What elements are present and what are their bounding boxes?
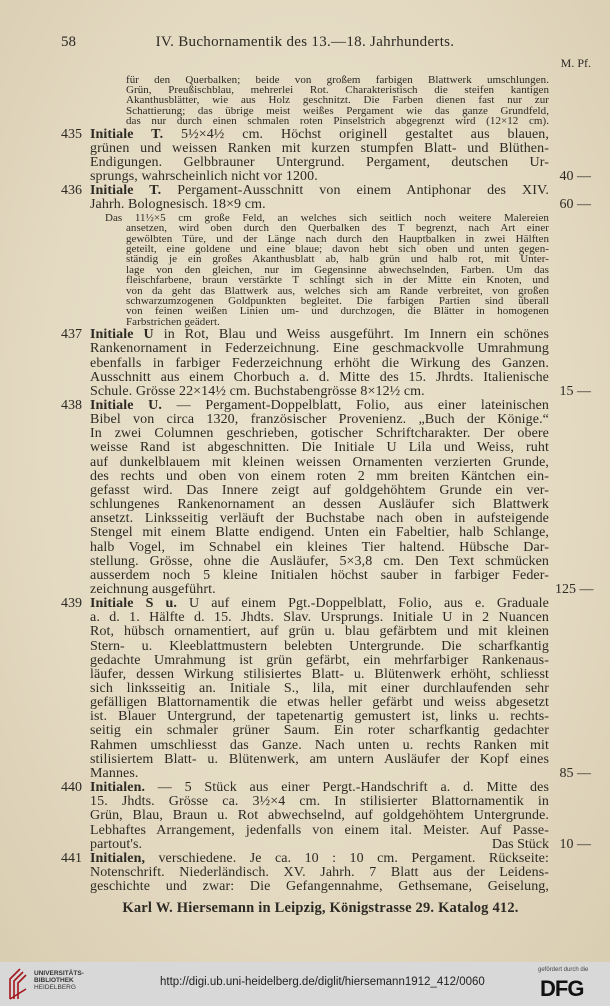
entry-line bbox=[90, 399, 549, 413]
line-text: Notenschrift. Niederländisch. XV. Jahrh. 7 Blatt aus der Leidens- bbox=[90, 864, 549, 880]
line-text: Rot, hübsch ornamentiert, auf grün u. blau gefärbtem und mit kleinen bbox=[90, 624, 549, 640]
line-text: Akanthusblätter, wie aus Holz geschnitzt. Die Farben dienen fast nur zur bbox=[126, 94, 549, 107]
line-text: halb Vogel, im Schnabel ein kleines Tier haltend. Hübsche Dar- bbox=[90, 539, 549, 555]
line-text: — Pergament-Doppelblatt, Folio, aus einer lateinischen bbox=[162, 398, 549, 413]
entry-title: Initialen, bbox=[90, 850, 146, 866]
logo-text-line: HEIDELBERG bbox=[34, 984, 76, 991]
entry-price: 15 — bbox=[559, 383, 591, 399]
entry-number: 437 bbox=[61, 327, 82, 343]
line-text: das nur durch einen schmalen roten Pinselstrich abgegrenzt wird (12×12 cm). bbox=[126, 114, 549, 127]
entry-line bbox=[90, 198, 549, 212]
line-text: Endigungen. Gelbbrauner Untergrund. Pergament, deutschen Ur- bbox=[90, 154, 549, 170]
line-text: Rankenornament in Federzeichnung. Eine geschmackvolle Umrahmung bbox=[90, 341, 549, 357]
entry-line bbox=[90, 654, 549, 668]
entry-line bbox=[90, 625, 549, 639]
university-library-logo-icon bbox=[6, 967, 32, 1001]
line-text: Schattierung; das übrige meist weißes Pergament wie das ganze Grundfeld, bbox=[126, 104, 549, 117]
entry-line bbox=[90, 427, 549, 441]
entry-line bbox=[90, 413, 549, 427]
entry-line bbox=[90, 512, 549, 526]
entry-line bbox=[90, 838, 549, 852]
line-text: schwarzumzogenen Goldpunkten begleitet. Die farbigen Partien sind überall bbox=[126, 294, 549, 307]
entry-price: 10 — bbox=[559, 836, 591, 852]
line-text: ist. Blauer Untergrund, der tapetenartig gemustert ist, links u. rechts- bbox=[90, 709, 549, 725]
entry-line bbox=[90, 184, 549, 198]
entry-line bbox=[90, 484, 549, 498]
line-text: geteilt, eine goldene und eine blaue; davon hebt sich oben und unten gegen- bbox=[126, 243, 549, 256]
entry-line bbox=[90, 767, 549, 781]
line-text: stellung. Grösse, ohne die Ausläufer, 5×3,8 cm. Den Text schmücken bbox=[90, 553, 549, 569]
line-text: ausserdem noch 5 kleine Initialen höchst sauber in farbiger Feder- bbox=[90, 567, 549, 583]
entry-line bbox=[90, 795, 549, 809]
line-text: Stern- u. Kleeblattmustern belebten Untergrunde. Die scharfkantig bbox=[90, 638, 549, 654]
line-text: a. d. 1. Hälfte d. 15. Jhdts. Slav. Ursprungs. Initiale U in 2 Nuancen bbox=[90, 610, 549, 626]
line-text: von da geht das Blattwerk aus, welches sich am Rande verbreitet, von großen bbox=[126, 284, 549, 297]
entry-line bbox=[90, 371, 549, 385]
entry-line bbox=[90, 385, 549, 399]
line-text: Rahmen umschliesst das Ganze. Nach unten u. rechts Ranken mit bbox=[90, 737, 549, 753]
entry-line bbox=[90, 456, 549, 470]
logo-text-line: UNIVERSITÄTS- bbox=[34, 970, 84, 977]
line-text: ständig je ein großes Akanthusblatt ab, halb grün und halb rot, mit Unter- bbox=[126, 253, 549, 266]
line-text: ebenfalls in farbiger Federzeichnung erhöht die Wirkung des Ganzen. bbox=[90, 355, 549, 371]
note-line bbox=[126, 317, 549, 328]
entry-price: 40 — bbox=[559, 169, 591, 185]
line-text: Lebhaftes Arrangement, jedenfalls von einem ital. Meister. Auf Passe- bbox=[90, 822, 549, 838]
entry-line bbox=[90, 541, 549, 555]
line-text: gefälligen Blattornamentik die etwas heller gefärbt und weiss abgesetzt bbox=[90, 695, 549, 711]
publisher-footer: Karl W. Hiersemann in Leipzig, Königstrasse 29. Katalog 412. bbox=[122, 900, 519, 916]
price-unit: Das Stück bbox=[491, 836, 549, 852]
entry-line bbox=[90, 128, 549, 142]
viewer-footer-bar bbox=[0, 962, 610, 1006]
line-text: für den Querbalken; beide von großem farbigen Blattwerk umschlungen. bbox=[126, 73, 549, 86]
entry-number: 440 bbox=[61, 780, 82, 796]
entry-price: 125 — bbox=[555, 581, 594, 597]
line-text: Farbstrichen geädert. bbox=[126, 315, 220, 328]
line-text: des rechts und oben von einem roten 2 mm breiten Käntchen ein- bbox=[90, 468, 549, 484]
line-text: von feinen weißen Linien um- und durchzogen, die Blätter in homogenen bbox=[126, 305, 549, 318]
entry-number: 439 bbox=[61, 596, 82, 612]
line-text: grünen und weissen Ranken mit kurzen stumpfen Blatt- und Blüthen- bbox=[90, 140, 549, 156]
entry-price: 85 — bbox=[559, 765, 591, 781]
entry-line bbox=[90, 357, 549, 371]
line-text: In zwei Columnen geschrieben, gotischer Schriftcharakter. Der obere bbox=[90, 426, 549, 442]
entry-title: Initiale U. bbox=[90, 398, 162, 413]
line-text: partout's. bbox=[90, 836, 143, 852]
line-text: gewölbten Türe, und der Länge nach durch den Hauptbalken in zwei Hälften bbox=[126, 232, 549, 245]
entry-title: Initiale T. bbox=[90, 126, 164, 142]
entry-title: Initiale U bbox=[90, 327, 154, 343]
entry-line bbox=[90, 498, 549, 512]
entry-number: 435 bbox=[61, 126, 82, 142]
entry-line bbox=[90, 328, 549, 342]
entry-line bbox=[90, 583, 549, 597]
line-text: schlungenes Rankenornament an dessen Ausläufer sich Blattwerk bbox=[90, 497, 549, 513]
running-title: IV. Buchornamentik des 13.—18. Jahrhunderts. bbox=[155, 34, 455, 50]
entry-line bbox=[90, 555, 549, 569]
entry-line bbox=[90, 441, 549, 455]
entry-title: Initiale S u. bbox=[90, 596, 177, 612]
line-text: läufer, dessen Wirkung stilisiertes Blatt- u. Blütenwerk erhöht, schliesst bbox=[90, 666, 549, 682]
line-text: ansetzen, wird oben durch den Querbalken des T begrenzt, nach Art einer bbox=[126, 222, 549, 235]
line-text: sich linksseitig an. Initiale S., lila, mit einer durchlaufenden sehr bbox=[90, 681, 549, 696]
line-text: Grün, Preußischblau, mehrerlei Rot. Charakteristisch die steifen kantigen bbox=[126, 83, 549, 96]
entry-title: Initiale T. bbox=[90, 183, 162, 199]
line-text: gefasst wird. Das Innere zeigt auf goldgehöhtem Grunde ein ver- bbox=[90, 482, 549, 498]
line-text: fleischfarbene, braun verstärkte T schlingt sich in der Mitte ein Knoten, und bbox=[126, 274, 549, 287]
entry-number: 438 bbox=[61, 398, 82, 413]
entry-line bbox=[90, 526, 549, 540]
entry-price: 60 — bbox=[559, 197, 591, 213]
entry-line bbox=[90, 170, 549, 184]
line-text: Bibel von circa 1320, französischer Provenienz. „Buch der Könige.“ bbox=[90, 412, 549, 428]
line-text: 5½×4½ cm. Höchst originell gestaltet aus blauen, bbox=[163, 126, 549, 142]
entry-line bbox=[90, 710, 549, 724]
entry-line bbox=[90, 342, 549, 356]
line-text: sprungs, wahrscheinlich nicht vor 1200. bbox=[90, 169, 318, 185]
line-text: gedachte Umrahmung ist grün gefärbt, ein mehrfarbiger Rankenaus- bbox=[90, 652, 549, 668]
entry-number: 441 bbox=[61, 850, 82, 866]
line-text: Grün, Blau, Braun u. Rot abwechselnd, auf goldgehöhtem Untergrunde. bbox=[90, 808, 549, 824]
line-text: Schule. Grösse 22×14½ cm. Buchstabengrösse 8×12½ cm. bbox=[90, 383, 425, 399]
entry-line bbox=[90, 156, 549, 170]
entry-line bbox=[90, 668, 549, 682]
line-text: zeichnung ausgeführt. bbox=[90, 581, 216, 597]
logo-text-line: BIBLIOTHEK bbox=[34, 977, 74, 984]
line-text: weisse Rand ist abgeschnitten. Die Initiale U Lila und Weiss, ruht bbox=[90, 440, 549, 456]
entry-line bbox=[90, 753, 549, 767]
entry-line bbox=[90, 739, 549, 753]
entry-line bbox=[90, 809, 549, 823]
line-text: in Rot, Blau und Weiss ausgeführt. Im Innern ein schönes bbox=[153, 327, 549, 343]
entry-line bbox=[90, 824, 549, 838]
entry-line bbox=[90, 470, 549, 484]
line-text: seitig ein schmaler grüner Saum. Ein roter scharfkantig gedachter bbox=[90, 723, 549, 739]
entry-line bbox=[90, 611, 549, 625]
line-text: auf dunkelblauem mit kleinen weissen Ornamenten verzierten Grunde, bbox=[90, 454, 549, 470]
entry-title: Initialen. bbox=[90, 780, 146, 796]
entry-number: 436 bbox=[61, 183, 82, 199]
line-text: ansetzt. Linksseitig verläuft der Buchstabe nach oben in aufsteigende bbox=[90, 511, 549, 527]
entry-line bbox=[90, 142, 549, 156]
note-line bbox=[126, 116, 549, 127]
entry-line bbox=[90, 852, 549, 866]
line-text: Ausschnitt aus einem Chorbuch a. d. Mitte des 15. Jhrdts. Italienische bbox=[90, 369, 549, 385]
line-text: Das 11½×5 cm große Feld, an welches sich seitlich noch weitere Malereien bbox=[105, 212, 549, 225]
entry-line bbox=[90, 880, 549, 894]
entry-line bbox=[90, 866, 549, 880]
line-text: Mannes. bbox=[90, 765, 139, 781]
entry-line bbox=[90, 569, 549, 583]
permalink-url[interactable]: http://digi.ub.uni-heidelberg.de/diglit/hiersemann1912_412/0060 bbox=[160, 976, 485, 988]
line-text: Jahrh. Bolognesisch. 18×9 cm. bbox=[90, 197, 266, 213]
entry-line bbox=[90, 696, 549, 710]
entry-line bbox=[90, 597, 549, 611]
line-text: lage von den gleichen, nur im Gegensinne abwechselnden, Farben. Um das bbox=[126, 263, 549, 276]
line-text: verschiedene. Je ca. 10 : 10 cm. Pergament. Rückseite: bbox=[145, 850, 549, 866]
currency-header: M. Pf. bbox=[560, 56, 591, 70]
funding-note: gefördert durch die bbox=[538, 967, 589, 973]
entry-line bbox=[90, 682, 549, 696]
line-text: geschichte und zwar: Die Gefangennahme, Gethsemane, Geiselung, bbox=[90, 879, 549, 895]
page-number: 58 bbox=[61, 34, 76, 50]
line-text: U auf einem Pgt.-Doppelblatt, Folio, aus e. Graduale bbox=[176, 596, 549, 612]
entry-line bbox=[90, 724, 549, 738]
entry-line bbox=[90, 781, 549, 795]
line-text: — 5 Stück aus einer Pergt.-Handschrift a. d. Mitte des bbox=[145, 780, 549, 796]
entry-line bbox=[90, 640, 549, 654]
line-text: Pergament-Ausschnitt von einem Antiphonar des XIV. bbox=[161, 183, 549, 199]
line-text: Stengel mit einem Blatte endigend. Unten ein Fabeltier, halb Schlange, bbox=[90, 525, 549, 541]
line-text: 15. Jhdts. Grösse ca. 3½×4 cm. In stilisierter Blattornamentik in bbox=[90, 794, 549, 810]
line-text: stilisiertem Blatt- u. Blütenwerk, am untern Ausläufer der Kopf eines bbox=[90, 751, 549, 767]
dfg-logo: DFG bbox=[540, 976, 584, 1001]
